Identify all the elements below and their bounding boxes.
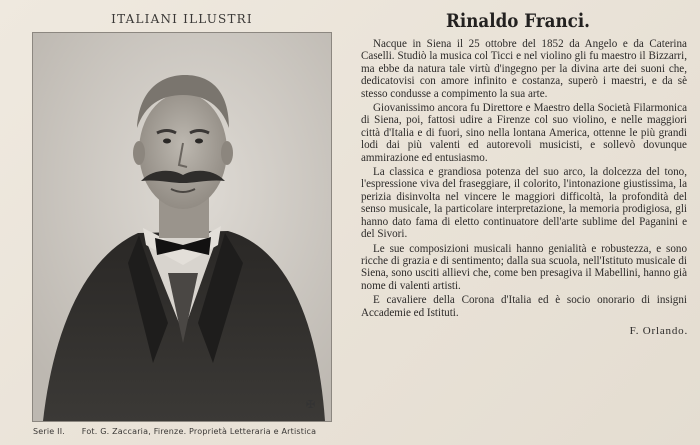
- series-header: ITALIANI ILLUSTRI: [111, 12, 253, 26]
- biography-text: [361, 38, 687, 321]
- series-label: Serie II.: [33, 427, 66, 436]
- author-signature: F. Orlando.: [629, 325, 688, 337]
- page-title: Rinaldo Franci.: [446, 10, 590, 32]
- paragraph: Giovanissimo ancora fu Direttore e Maestro della Società Filarmonica di Siena, poi, fattosi udire a Firenze col suo violino, e nelle maggiori città d'Italia e di fuori, sino nella lontana America, ottenne le più grandi lodi dai più valenti ed autorevoli musicisti, e sollevò dovunque ammirazione ed entusiasmo.: [361, 102, 687, 164]
- paragraph: E cavaliere della Corona d'Italia ed è socio onorario di insigni Accademie ed Istituti.: [361, 294, 687, 319]
- portrait-illustration: [33, 33, 331, 421]
- credit-text: Fot. G. Zaccaria, Firenze. Proprietà Letteraria e Artistica: [81, 427, 317, 436]
- photo-credit: [33, 427, 335, 436]
- monogram-mark: ✠: [306, 398, 316, 411]
- paragraph: Nacque in Siena il 25 ottobre del 1852 da Angelo e da Caterina Caselli. Studiò la musica col Ticci e nel violino gli fu maestro il Bizzarri, ma ebbe da natura tale virtù d'ingegno per la divina arte dei suoni che, dedicatovisi con amore infinito e costanza, superò i maestri, e da sè stesso condusse a compimento la sua arte.: [361, 38, 687, 100]
- paragraph: Le sue composizioni musicali hanno genialità e robustezza, e sono ricche di grazia e di sentimento; dalla sua scuola, nell'Istituto musicale di Siena, sono usciti allievi che, come ben presagiva il Mabellini, hanno già nome di valenti artisti.: [361, 242, 687, 292]
- paragraph: La classica e grandiosa potenza del suo arco, la dolcezza del tono, l'espressione viva del fraseggiare, il colorito, l'intonazione giustissima, la perizia disinvolta nel vincere le maggiori difficoltà, la profondità del senso musicale, la particolare interpretazione, la memoria prodigiosa, gli hanno dato fama di eletto continuatore dell'arte sublime del Paganini e del Sivori.: [361, 166, 687, 241]
- portrait-photo: [32, 32, 332, 422]
